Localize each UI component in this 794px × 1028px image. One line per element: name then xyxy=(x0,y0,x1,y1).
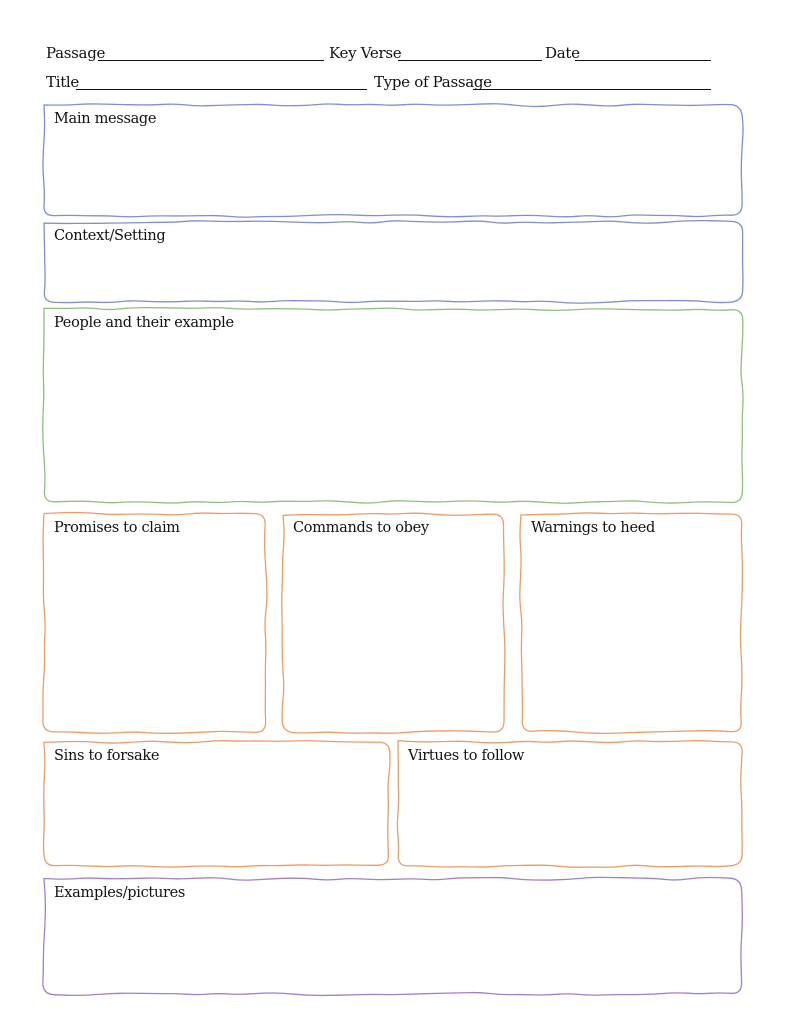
people-example-label: People and their example xyxy=(54,315,234,331)
passage-label: Passage xyxy=(46,44,106,62)
date-label: Date xyxy=(545,44,580,62)
examples-label: Examples/pictures xyxy=(54,885,186,901)
box-border xyxy=(521,514,742,732)
box-border xyxy=(44,309,742,502)
key-verse-label: Key Verse xyxy=(329,44,402,62)
title-label: Title xyxy=(46,73,80,91)
key-verse-field[interactable] xyxy=(398,60,542,61)
type-of-passage-field[interactable] xyxy=(473,89,711,90)
box-border xyxy=(44,514,266,732)
context-setting-label: Context/Setting xyxy=(54,228,166,244)
type-of-passage-label: Type of Passage xyxy=(374,73,492,91)
sins-box[interactable] xyxy=(44,742,389,866)
warnings-box[interactable] xyxy=(521,514,742,732)
passage-field[interactable] xyxy=(98,60,324,61)
virtues-box[interactable] xyxy=(398,742,742,866)
virtues-label: Virtues to follow xyxy=(408,748,525,764)
promises-box[interactable] xyxy=(44,514,266,732)
commands-box[interactable] xyxy=(283,514,504,732)
people-example-box[interactable] xyxy=(44,309,742,502)
warnings-label: Warnings to heed xyxy=(531,520,656,536)
title-field[interactable] xyxy=(76,89,367,90)
main-message-box[interactable] xyxy=(44,105,742,216)
sins-label: Sins to forsake xyxy=(54,748,160,764)
date-field[interactable] xyxy=(575,60,711,61)
main-message-label: Main message xyxy=(54,111,157,127)
commands-label: Commands to obey xyxy=(293,520,429,536)
box-border xyxy=(283,514,504,732)
context-setting-box[interactable] xyxy=(44,222,742,302)
examples-box[interactable] xyxy=(44,879,742,994)
promises-label: Promises to claim xyxy=(54,520,180,536)
